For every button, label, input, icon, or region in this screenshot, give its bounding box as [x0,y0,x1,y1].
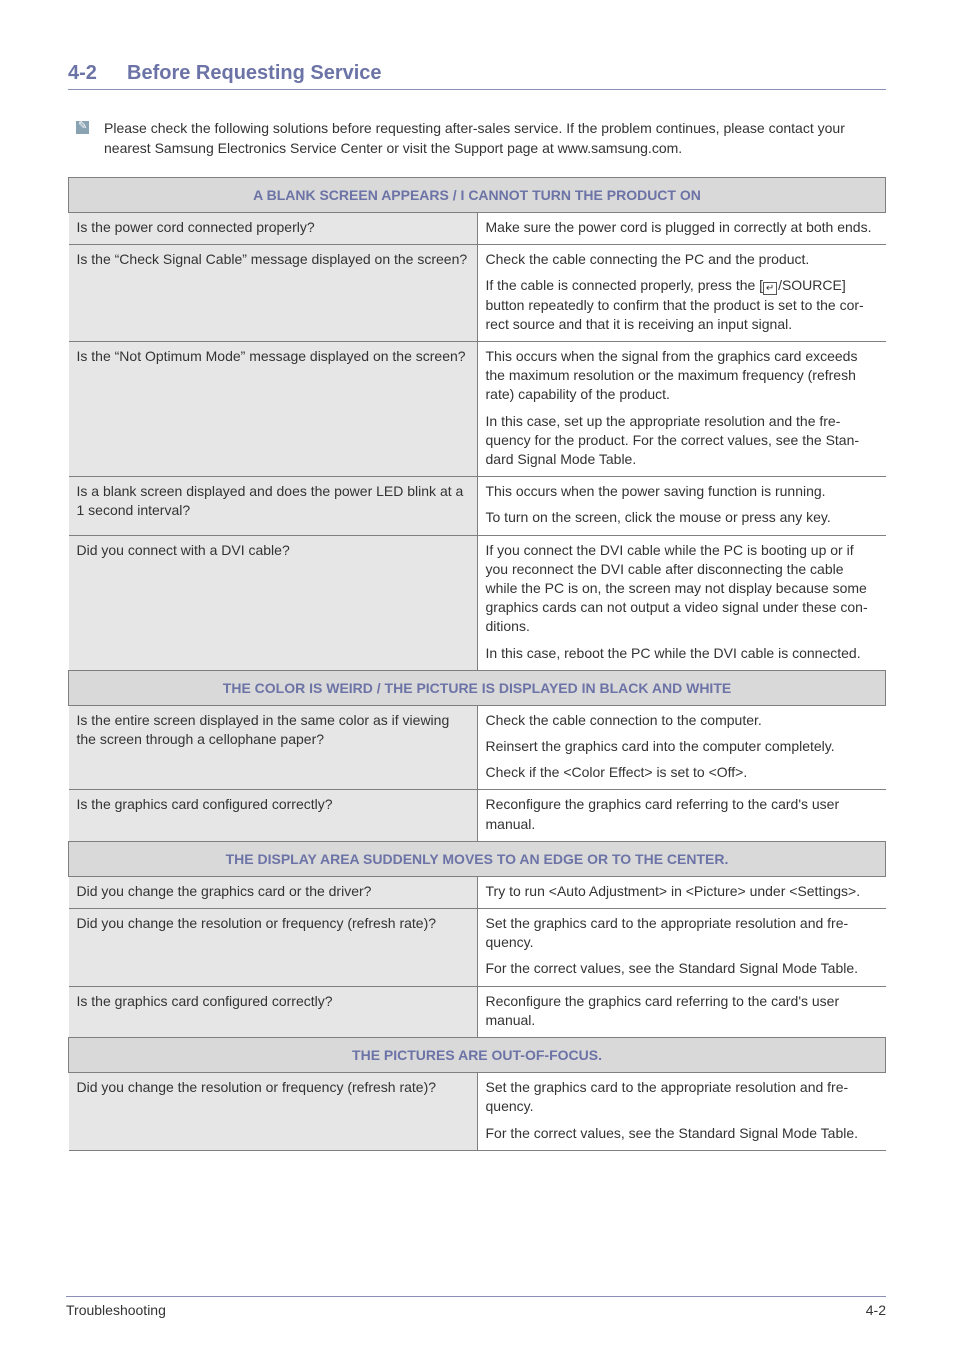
answer-text: Set the graphics card to the appropriate resolution and fre-quency. [485,1079,849,1115]
table-row [69,245,886,342]
answer-text: To turn on the screen, click the mouse or press any key. [485,509,831,526]
answer-cell [477,986,886,1037]
table-row [69,876,886,908]
answer-cell [477,1073,886,1151]
question-cell: Is a blank screen displayed and does the power LED blink at a 1 second interval? [69,477,478,535]
answer-cell [477,213,886,245]
answer-cell [477,876,886,908]
footer-page-number: 4-2 [865,1302,886,1318]
answer-text: Reconfigure the graphics card referring to the card's user manual. [485,796,840,832]
answer-text: For the correct values, see the Standard Signal Mode Table. [485,960,859,977]
answer-text: Check if the <Color Effect> is set to <Off>. [485,764,748,781]
answer-text: Check the cable connection to the computer. [485,711,762,728]
answer-cell [477,535,886,670]
table-row [69,535,886,670]
footer-chapter: Troubleshooting [66,1302,166,1318]
section-header: THE PICTURES ARE OUT-OF-FOCUS. [69,1038,886,1073]
table-row [69,477,886,535]
answer-text: Try to run <Auto Adjustment> in <Picture> under <Settings>. [485,882,861,899]
answer-text: This occurs when the signal from the graphics card exceeds the maximum resolution or the maximum frequency (refresh rate) capability of the product. [485,348,858,403]
table-row [69,790,886,841]
question-cell: Did you change the graphics card or the driver? [69,876,478,908]
table-row [69,986,886,1037]
answer-cell [477,909,886,987]
question-cell: Is the entire screen displayed in the same color as if viewing the screen through a cellophane paper? [69,705,478,790]
answer-text: Check the cable connecting the PC and the product. [485,251,810,268]
section-header-row [69,1038,886,1073]
question-cell: Is the “Check Signal Cable” message displayed on the screen? [69,245,478,342]
question-cell: Did you change the resolution or frequency (refresh rate)? [69,1073,478,1151]
answer-text: For the correct values, see the Standard Signal Mode Table. [485,1124,859,1141]
section-header-row [69,841,886,876]
answer-text: Reconfigure the graphics card referring to the card's user manual. [485,992,840,1028]
answer-text: Make sure the power cord is plugged in correctly at both ends. [485,219,872,235]
answer-text: In this case, set up the appropriate resolution and the fre-quency for the product. For the correct values, see the Stan-dard Signal Mode Table. [485,412,860,468]
answer-text [486,276,878,334]
table-row [69,909,886,987]
table-row [69,1073,886,1151]
table-row [69,705,886,790]
troubleshooting-table [68,177,886,1151]
section-header-row [69,670,886,705]
table-row [69,213,886,245]
section-header: THE DISPLAY AREA SUDDENLY MOVES TO AN EDGE OR TO THE CENTER. [69,841,886,876]
answer-cell [477,342,886,477]
answer-text-after-icon: /SOURCE] button repeatedly to confirm that the product is set to the cor-rect source and that it is receiving an input signal. [485,277,864,332]
question-cell: Is the graphics card configured correctly? [69,790,478,841]
question-cell: Did you connect with a DVI cable? [69,535,478,670]
answer-text-before-icon: If the cable is connected properly, press the [ [485,277,764,294]
question-cell: Did you change the resolution or frequency (refresh rate)? [69,909,478,987]
section-header: A BLANK SCREEN APPEARS / I CANNOT TURN THE PRODUCT ON [69,178,886,213]
enter-icon: ↵ [763,282,777,295]
note-pencil-icon: ✎ [78,120,88,132]
note-text: Please check the following solutions before requesting after-sales service. If the problem continues, please contact your nearest Samsung Electronics Service Center or visit the Support page at www.samsung.com. [104,120,845,156]
section-title: Before Requesting Service [127,62,382,84]
answer-text: In this case, reboot the PC while the DVI cable is connected. [485,644,861,661]
answer-cell [477,477,886,535]
answer-text: This occurs when the power saving function is running. [485,483,826,500]
answer-cell [477,245,886,342]
table-row [69,342,886,477]
answer-cell [477,705,886,790]
question-cell: Is the “Not Optimum Mode” message displayed on the screen? [69,342,478,477]
answer-cell [477,790,886,841]
page-title [68,60,886,90]
section-header: THE COLOR IS WEIRD / THE PICTURE IS DISPLAYED IN BLACK AND WHITE [69,670,886,705]
answer-text: If you connect the DVI cable while the PC is booting up or if you reconnect the DVI cable after disconnecting the cable while the PC is on, the screen may not display because some graphics cards can not output a video signal under these con-ditions. [485,541,868,635]
question-cell: Is the graphics card configured correctly? [69,986,478,1037]
question-cell: Is the power cord connected properly? [69,213,478,245]
section-number: 4-2 [68,62,97,84]
page-footer [66,1296,886,1318]
section-header-row [69,178,886,213]
answer-text: Reinsert the graphics card into the computer completely. [485,738,835,755]
answer-text: Set the graphics card to the appropriate resolution and fre-quency. [485,915,849,951]
